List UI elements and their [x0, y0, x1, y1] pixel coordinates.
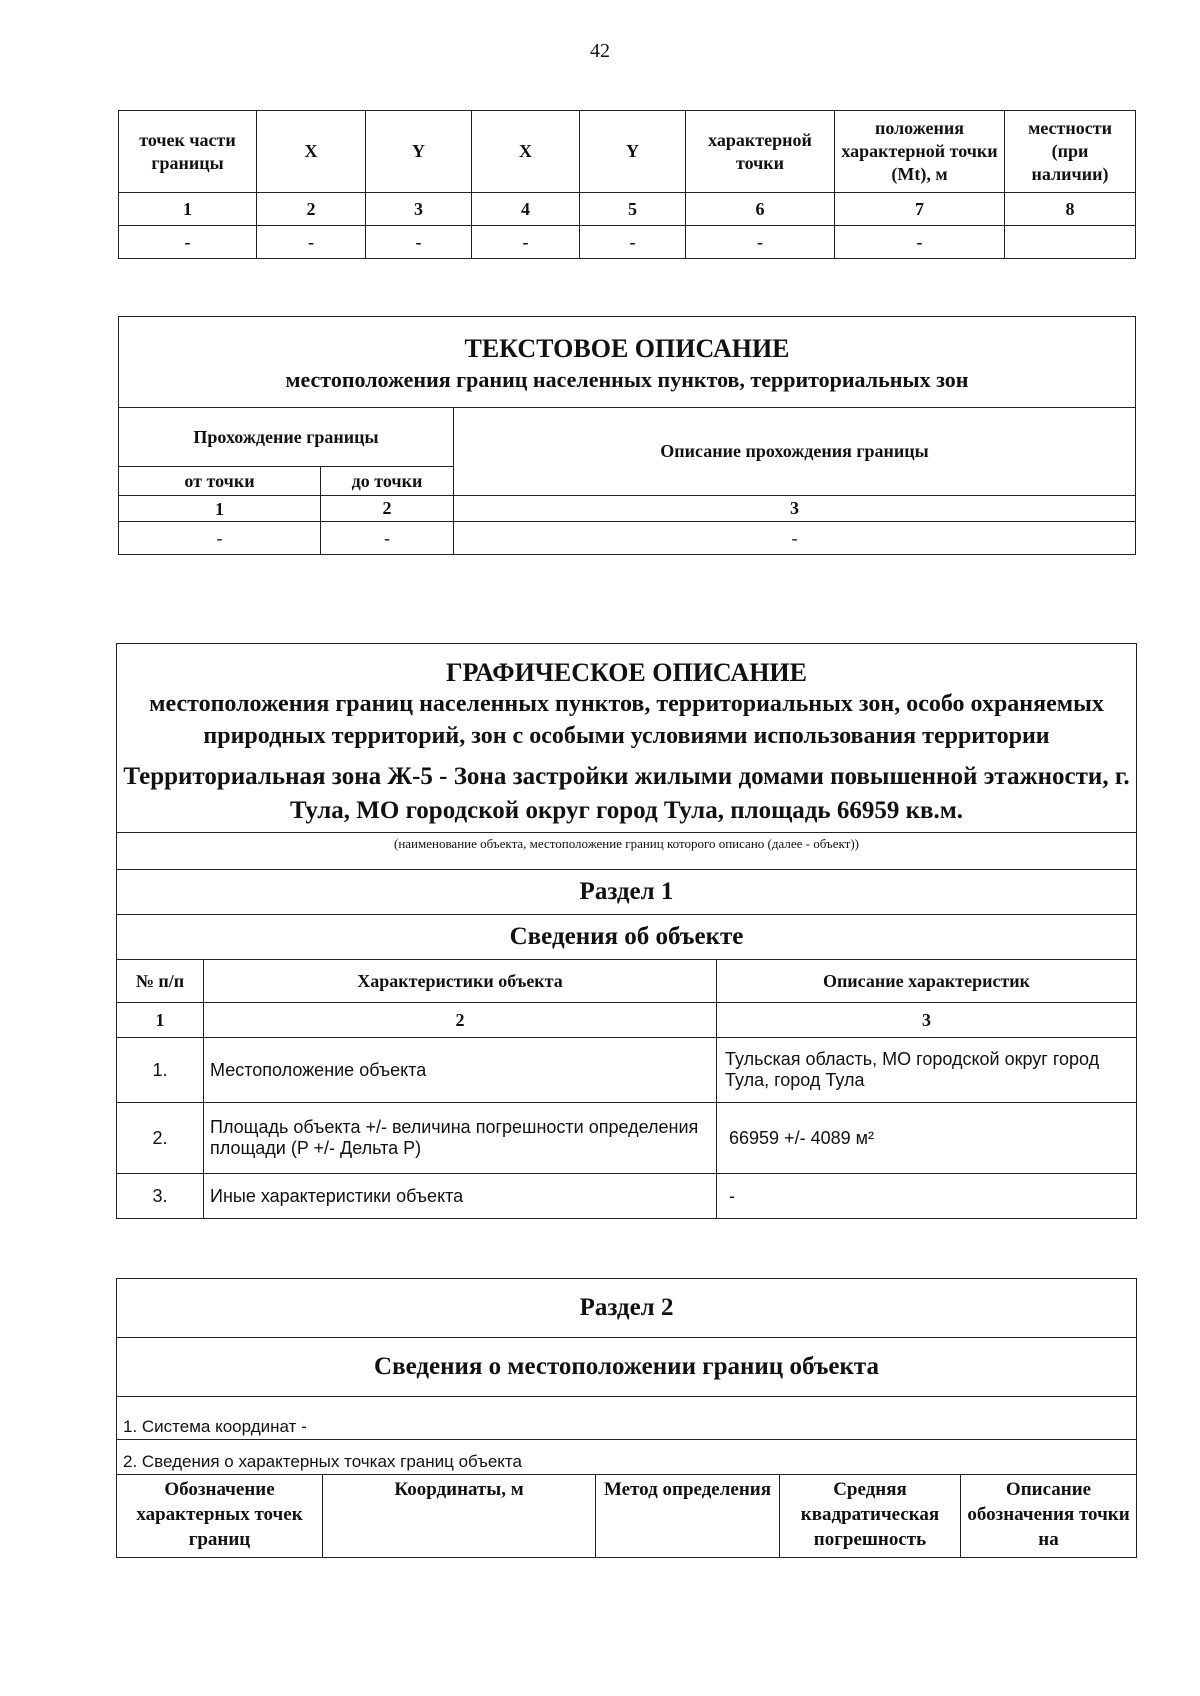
- description-cell: -: [717, 1174, 1137, 1219]
- header-cell: Координаты, м: [323, 1475, 596, 1558]
- column-number: 1: [119, 496, 321, 522]
- characteristic-cell: Иные характеристики объекта: [204, 1174, 717, 1219]
- object-name: Территориальная зона Ж-5 - Зона застройки жилыми домами повышенной этажности, г. Тула, МО городской округ город Тула, площадь 66959 кв.м.: [123, 763, 1130, 824]
- row-number: 3.: [117, 1174, 204, 1219]
- column-number: 2: [204, 1003, 717, 1038]
- table-cell: -: [686, 226, 835, 259]
- header-cell: местности (при наличии): [1005, 111, 1136, 193]
- header-cell: положения характерной точки (Mt), м: [835, 111, 1005, 193]
- row-number: 1.: [117, 1038, 204, 1103]
- table-cell: -: [472, 226, 580, 259]
- header-cell: № п/п: [117, 960, 204, 1003]
- coordinates-table: [118, 110, 1136, 259]
- page-number: 42: [590, 40, 610, 62]
- column-number: 5: [580, 193, 686, 226]
- table-row: [117, 1174, 1137, 1219]
- table-cell: [1005, 226, 1136, 259]
- table-cell: -: [321, 522, 454, 555]
- header-cell: Средняя квадратическая погрешность: [780, 1475, 961, 1558]
- table-cell: -: [580, 226, 686, 259]
- table-cell: -: [119, 226, 257, 259]
- table-row: [119, 226, 1136, 259]
- header-cell: Описание обозначения точки на: [961, 1475, 1137, 1558]
- text-description-title-cell: [119, 317, 1136, 408]
- header-cell: X: [472, 111, 580, 193]
- object-note: (наименование объекта, местоположение границ которого описано (далее - объект)): [117, 833, 1137, 870]
- column-number: 3: [717, 1003, 1137, 1038]
- description-cell: 66959 +/- 4089 м²: [717, 1103, 1137, 1174]
- characteristic-cell: Площадь объекта +/- величина погрешности определения площади (P +/- Дельта P): [204, 1103, 717, 1174]
- header-cell: X: [257, 111, 366, 193]
- section2-table: [116, 1278, 1137, 1558]
- column-number: 3: [454, 496, 1136, 522]
- passage-header: Прохождение границы: [119, 408, 454, 467]
- column-number: 8: [1005, 193, 1136, 226]
- table-row: [117, 1103, 1137, 1174]
- graphic-description-table: [116, 643, 1137, 1219]
- header-cell: Y: [580, 111, 686, 193]
- text-description-table: [118, 316, 1136, 555]
- characteristic-cell: Местоположение объекта: [204, 1038, 717, 1103]
- column-number: 3: [366, 193, 472, 226]
- header-cell: Метод определения: [596, 1475, 780, 1558]
- table-cell: -: [454, 522, 1136, 555]
- table-header-row: [119, 111, 1136, 193]
- column-number: 1: [117, 1003, 204, 1038]
- table-cell: -: [257, 226, 366, 259]
- section2-title: Раздел 2: [117, 1279, 1137, 1338]
- header-cell: Характеристики объекта: [204, 960, 717, 1003]
- section1-title: Раздел 1: [117, 870, 1137, 915]
- header-cell: характерной точки: [686, 111, 835, 193]
- coordinate-system: 1. Система координат -: [117, 1397, 1137, 1440]
- column-number-row: [119, 193, 1136, 226]
- description-cell: Тульская область, МО городской округ город Тула, город Тула: [717, 1038, 1137, 1103]
- graphic-title-cell: [117, 644, 1137, 833]
- header-cell: Описание характеристик: [717, 960, 1137, 1003]
- table-cell: -: [366, 226, 472, 259]
- description-header: Описание прохождения границы: [454, 408, 1136, 496]
- column-number: 4: [472, 193, 580, 226]
- column-number: 7: [835, 193, 1005, 226]
- graphic-subtitle: местоположения границ населенных пунктов, территориальных зон, особо охраняемых природных территорий, зон с особыми условиями использования территории: [149, 691, 1104, 749]
- from-point-header: от точки: [119, 467, 321, 496]
- text-description-subtitle: местоположения границ населенных пунктов, территориальных зон: [285, 367, 969, 392]
- section2-subtitle: Сведения о местоположении границ объекта: [117, 1338, 1137, 1397]
- column-number: 1: [119, 193, 257, 226]
- table-row: [117, 1038, 1137, 1103]
- to-point-header: до точки: [321, 467, 454, 496]
- header-cell: Обозначение характерных точек границ: [117, 1475, 323, 1558]
- text-description-title: ТЕКСТОВОЕ ОПИСАНИЕ: [464, 334, 790, 363]
- header-cell: Y: [366, 111, 472, 193]
- table-cell: -: [835, 226, 1005, 259]
- header-cell: точек части границы: [119, 111, 257, 193]
- table-cell: -: [119, 522, 321, 555]
- column-number: 2: [257, 193, 366, 226]
- points-info: 2. Сведения о характерных точках границ объекта: [117, 1440, 1137, 1475]
- section1-subtitle: Сведения об объекте: [117, 915, 1137, 960]
- graphic-title: ГРАФИЧЕСКОЕ ОПИСАНИЕ: [446, 658, 807, 687]
- row-number: 2.: [117, 1103, 204, 1174]
- column-number: 6: [686, 193, 835, 226]
- column-number: 2: [321, 496, 454, 522]
